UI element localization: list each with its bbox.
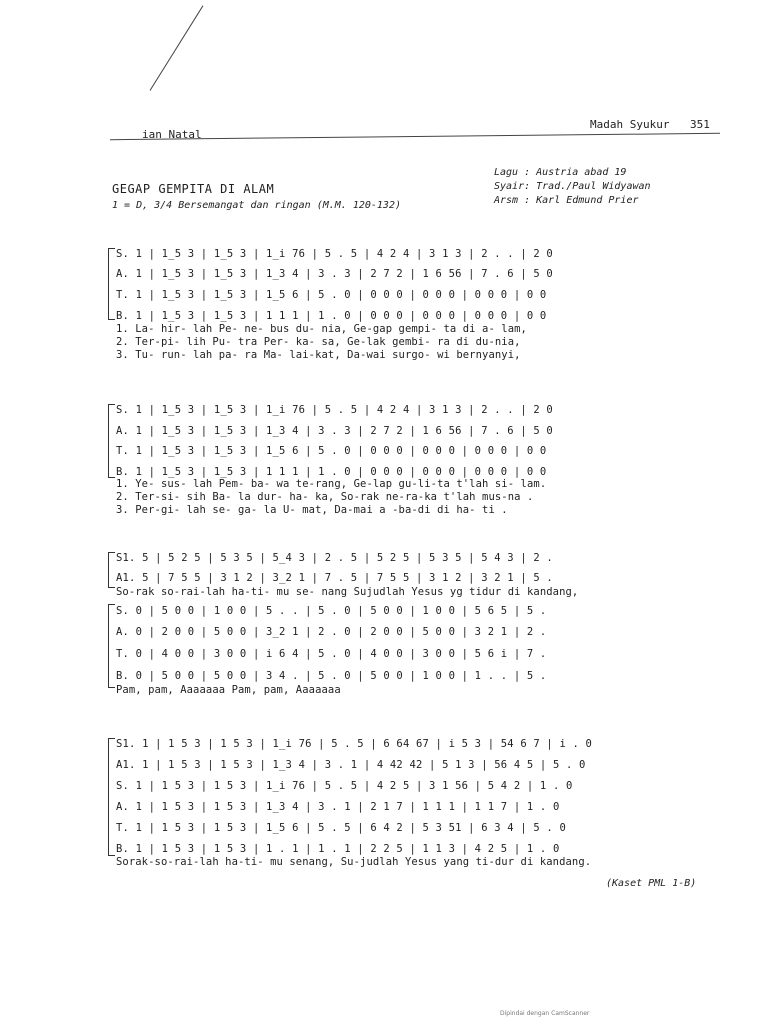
system-1-line-s: S. 1 | 1_5 3 | 1_5 3 | 1_i 76 | 5 . 5 | 4 2 4 | 3 1 3 | 2 . . | 2 0 <box>116 248 553 260</box>
system-4-line-a: A. 1 | 1 5 3 | 1 5 3 | 1_3 4 | 3 . 1 | 2 1 7 | 1 1 1 | 1 1 7 | 1 . 0 <box>116 801 560 813</box>
system-1-brace <box>108 248 115 320</box>
song-key-tempo: 1 = D, 3/4 Bersemangat dan ringan (M.M. 120-132) <box>112 200 401 211</box>
header-page-number: 351 <box>690 118 710 131</box>
system-4-lyric: Sorak-so-rai-lah ha-ti- mu senang, Su-judlah Yesus yang ti-dur di kandang. <box>116 856 592 868</box>
system-4-line-t: T. 1 | 1 5 3 | 1 5 3 | 1_5 6 | 5 . 5 | 6 4 2 | 5 3 51 | 6 3 4 | 5 . 0 <box>116 822 566 834</box>
system-2-lyric-1: 1. Ye- sus- lah Pem- ba- wa te-rang, Ge-lap gu-li-ta t'lah si- lam. <box>116 478 547 490</box>
system-1-line-t: T. 1 | 1_5 3 | 1_5 3 | 1_5 6 | 5 . 0 | 0 0 0 | 0 0 0 | 0 0 0 | 0 0 <box>116 289 547 301</box>
system-2-line-t: T. 1 | 1_5 3 | 1_5 3 | 1_5 6 | 5 . 0 | 0 0 0 | 0 0 0 | 0 0 0 | 0 0 <box>116 445 547 457</box>
scan-mark <box>150 5 204 90</box>
system-2-lyric-3: 3. Per-gi- lah se- ga- la U- mat, Da-mai a -ba-di di ha- ti . <box>116 504 508 516</box>
system-2-brace <box>108 404 115 478</box>
system-1-lyric-2: 2. Ter-pi- lih Pu- tra Per- ka- sa, Ge-lak gembi- ra di du-nia, <box>116 336 521 348</box>
system-1-line-a: A. 1 | 1_5 3 | 1_5 3 | 1_3 4 | 3 . 3 | 2 7 2 | 1 6 56 | 7 . 6 | 5 0 <box>116 268 553 280</box>
system-4-brace <box>108 738 115 856</box>
system-2-lyric-2: 2. Ter-si- sih Ba- la dur- ha- ka, So-rak ne-ra-ka t'lah mus-na . <box>116 491 534 503</box>
system-1-line-b: B. 1 | 1_5 3 | 1_5 3 | 1 1 1 | 1 . 0 | 0 0 0 | 0 0 0 | 0 0 0 | 0 0 <box>116 310 547 322</box>
system-2-line-s: S. 1 | 1_5 3 | 1_5 3 | 1_i 76 | 5 . 5 | 4 2 4 | 3 1 3 | 2 . . | 2 0 <box>116 404 553 416</box>
system-3-line-a: A. 0 | 2 0 0 | 5 0 0 | 3_2 1 | 2 . 0 | 2 0 0 | 5 0 0 | 3 2 1 | 2 . <box>116 626 547 638</box>
credit-syair: Syair: Trad./Paul Widyawan <box>494 181 651 192</box>
system-3-line-a1: A1. 5 | 7 5 5 | 3 1 2 | 3_2 1 | 7 . 5 | 7 5 5 | 3 1 2 | 3 2 1 | 5 . <box>116 572 553 584</box>
system-3-line-b: B. 0 | 5 0 0 | 5 0 0 | 3 4 . | 5 . 0 | 5 0 0 | 1 0 0 | 1 . . | 5 . <box>116 670 547 682</box>
system-4-line-a1: A1. 1 | 1 5 3 | 1 5 3 | 1_3 4 | 3 . 1 | 4 42 42 | 5 1 3 | 56 4 5 | 5 . 0 <box>116 759 586 771</box>
system-3-lyric-bottom: Pam, pam, Aaaaaaa Pam, pam, Aaaaaaa <box>116 684 341 696</box>
system-4-line-s1: S1. 1 | 1 5 3 | 1 5 3 | 1_i 76 | 5 . 5 | 6 64 67 | i 5 3 | 54 6 7 | i . 0 <box>116 738 593 750</box>
system-2-line-a: A. 1 | 1_5 3 | 1_5 3 | 1_3 4 | 3 . 3 | 2 7 2 | 1 6 56 | 7 . 6 | 5 0 <box>116 425 553 437</box>
song-title: GEGAP GEMPITA DI ALAM <box>112 182 275 196</box>
credit-lagu: Lagu : Austria abad 19 <box>494 167 627 178</box>
system-4-line-b: B. 1 | 1 5 3 | 1 5 3 | 1 . 1 | 1 . 1 | 2 2 5 | 1 1 3 | 4 2 5 | 1 . 0 <box>116 843 560 855</box>
system-3-line-t: T. 0 | 4 0 0 | 3 0 0 | i 6 4 | 5 . 0 | 4 0 0 | 3 0 0 | 5 6 i | 7 . <box>116 648 547 660</box>
system-3-line-s: S. 0 | 5 0 0 | 1 0 0 | 5 . . | 5 . 0 | 5 0 0 | 1 0 0 | 5 6 5 | 5 . <box>116 605 547 617</box>
header-section-label: ian Natal <box>142 128 202 141</box>
system-2-line-b: B. 1 | 1_5 3 | 1_5 3 | 1 1 1 | 1 . 0 | 0 0 0 | 0 0 0 | 0 0 0 | 0 0 <box>116 466 547 478</box>
credit-arsm: Arsm : Karl Edmund Prier <box>494 195 639 206</box>
system-3-line-s1: S1. 5 | 5 2 5 | 5 3 5 | 5_4 3 | 2 . 5 | 5 2 5 | 5 3 5 | 5 4 3 | 2 . <box>116 552 553 564</box>
system-3-lyric-top: So-rak so-rai-lah ha-ti- mu se- nang Sujudlah Yesus yg tidur di kandang, <box>116 586 579 598</box>
system-3-brace-upper <box>108 552 115 588</box>
system-4-line-s: S. 1 | 1 5 3 | 1 5 3 | 1_i 76 | 5 . 5 | 4 2 5 | 3 1 56 | 5 4 2 | 1 . 0 <box>116 780 573 792</box>
system-3-brace-lower <box>108 604 115 688</box>
system-1-lyric-1: 1. La- hir- lah Pe- ne- bus du- nia, Ge-gap gempi- ta di a- lam, <box>116 323 527 335</box>
system-1-lyric-3: 3. Tu- run- lah pa- ra Ma- lai-kat, Da-wai surgo- wi bernyanyi, <box>116 349 521 361</box>
source-note: (Kaset PML 1-B) <box>606 878 697 889</box>
scanner-footer: Dipindai dengan CamScanner <box>500 1010 590 1017</box>
header-book-title: Madah Syukur <box>590 118 670 131</box>
